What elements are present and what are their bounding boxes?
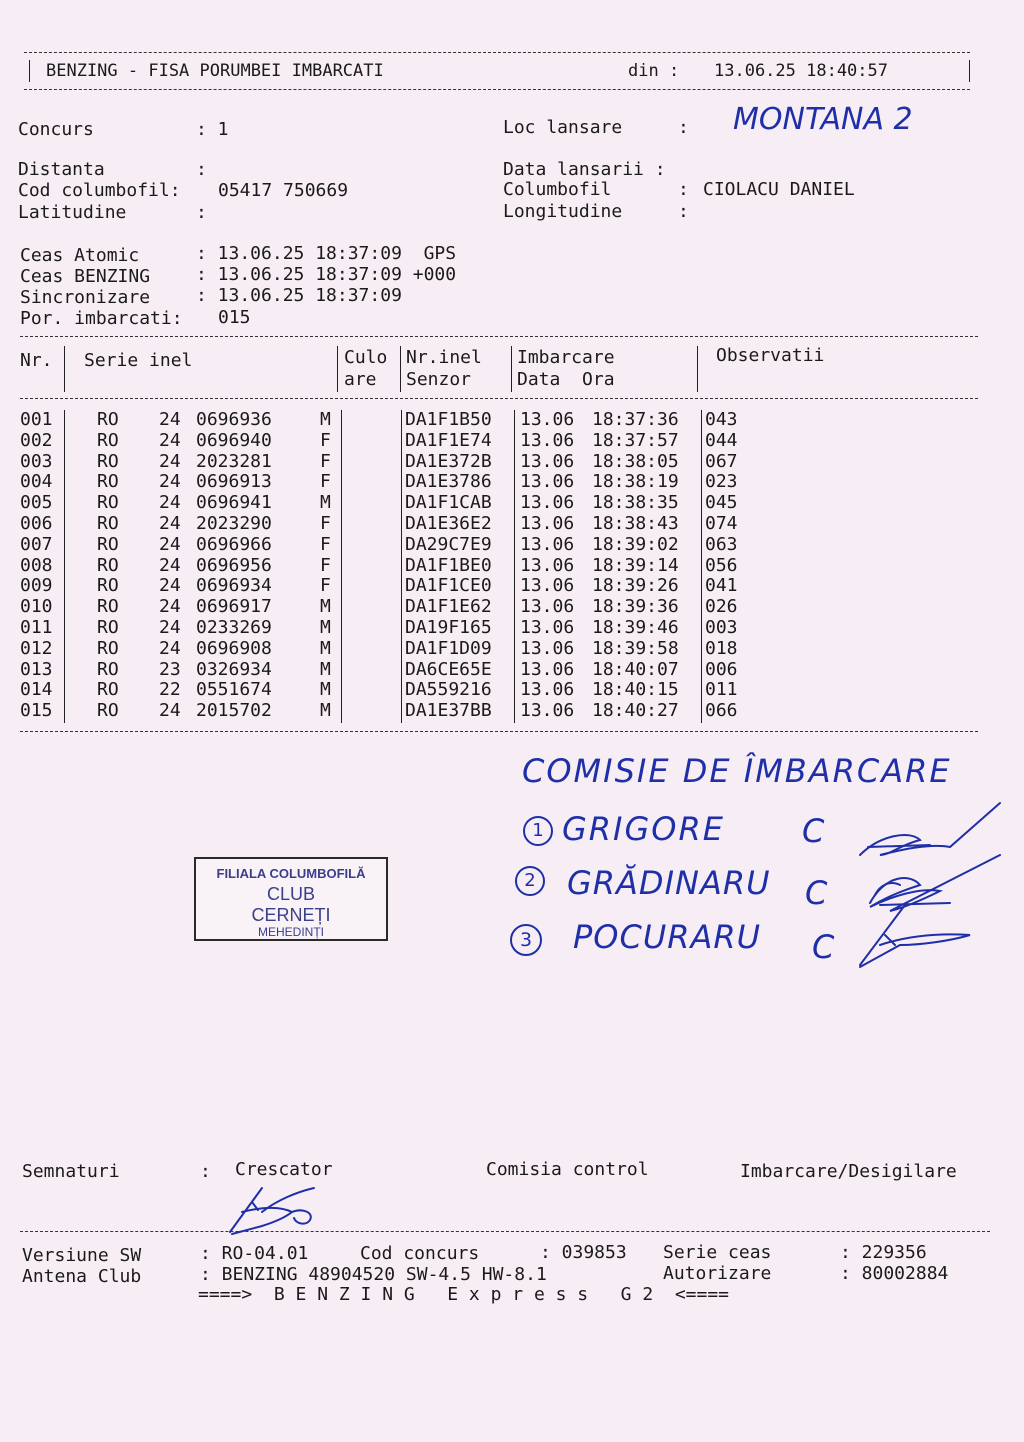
serie-ceas-value: : 229356 (840, 1242, 927, 1263)
cell-obs: 026 (705, 596, 738, 618)
cell-obs: 063 (705, 533, 738, 555)
cell-ora: 18:38:43 (592, 513, 679, 534)
cell-senzor: DA1F1BE0 (405, 554, 492, 576)
cell-inel: 0233269 (196, 617, 272, 638)
por-imbarcati-value: 015 (218, 307, 251, 328)
cell-inel: 0326934 (196, 658, 272, 680)
commission-title: COMISIE DE ÎMBARCARE (522, 752, 952, 790)
cell-nr: 010 (20, 596, 53, 618)
cell-data: 13.06 (520, 471, 575, 493)
commission-member-3-mark: C (812, 928, 835, 966)
cell-tara: RO (97, 637, 119, 659)
cell-tara: RO (97, 679, 119, 701)
antena-label: Antena Club (22, 1266, 142, 1287)
cell-data: 13.06 (520, 409, 575, 430)
pigeon-table (0, 410, 1000, 725)
distanta-sep: : (196, 159, 207, 180)
body-sep-senzor (401, 410, 402, 723)
por-imbarcati-label: Por. imbarcati: (20, 308, 183, 329)
cell-sex: M (320, 637, 331, 659)
cell-obs: 018 (705, 637, 738, 659)
cell-ora: 18:38:05 (592, 450, 679, 472)
cell-ora: 18:37:36 (592, 409, 679, 430)
cell-tara: RO (97, 409, 119, 430)
table-row (0, 493, 1000, 514)
cell-ora: 18:40:15 (592, 679, 679, 701)
cell-tara: RO (97, 429, 119, 451)
header-sep-observatii (697, 346, 698, 392)
cell-obs: 011 (705, 679, 738, 701)
cell-data: 13.06 (520, 513, 575, 534)
cell-senzor: DA1E37BB (405, 700, 492, 722)
ceas-benzing-label: Ceas BENZING (20, 266, 151, 287)
cell-sex: F (320, 471, 331, 493)
header-date-label: din : (628, 61, 680, 81)
cell-nr: 009 (20, 575, 53, 597)
columbofil-label: Columbofil (503, 179, 612, 200)
cell-sex: M (320, 492, 331, 514)
cell-senzor: DA19F165 (405, 617, 492, 638)
cell-nr: 003 (20, 450, 53, 472)
cell-nr: 006 (20, 513, 53, 534)
cell-nr: 004 (20, 471, 53, 493)
stamp-line-2: CLUB (266, 884, 315, 904)
cell-sex: F (320, 554, 331, 576)
commission-member-3-number: 3 (510, 924, 542, 956)
table-bottom-rule (20, 731, 978, 732)
longitudine-label: Longitudine (503, 201, 623, 222)
semnaturi-sep: : (200, 1161, 211, 1182)
table-row (0, 660, 1000, 681)
cell-sex: M (320, 596, 331, 618)
header-bottom-rule (24, 89, 970, 90)
serie-ceas-label: Serie ceas (663, 1242, 772, 1263)
cod-columbofil-value: 05417 750669 (218, 180, 349, 201)
table-top-rule (20, 336, 978, 337)
sincronizare-label: Sincronizare (20, 287, 151, 308)
cell-ora: 18:40:07 (592, 658, 679, 680)
ceas-atomic-label: Ceas Atomic (20, 245, 140, 266)
stamp-line-3: CERNEȚI (251, 905, 331, 925)
cell-senzor: DA1F1E74 (405, 429, 492, 451)
cell-obs: 023 (705, 471, 738, 493)
cell-senzor: DA29C7E9 (405, 533, 492, 555)
table-row (0, 639, 1000, 660)
cell-an: 24 (159, 429, 181, 451)
cell-tara: RO (97, 617, 119, 638)
cell-inel: 0696966 (196, 533, 272, 555)
longitudine-sep: : (678, 201, 689, 222)
cell-nr: 011 (20, 617, 53, 638)
cell-ora: 18:37:57 (592, 429, 679, 451)
footer-top-rule (20, 1231, 990, 1232)
table-row (0, 701, 1000, 722)
cell-an: 24 (159, 637, 181, 659)
cell-data: 13.06 (520, 700, 575, 722)
concurs-label: Concurs (18, 119, 94, 140)
col-header-nr: Nr. (20, 350, 53, 371)
columbofil-sep: : (678, 179, 689, 200)
cell-sex: M (320, 679, 331, 701)
cell-ora: 18:39:36 (592, 596, 679, 618)
cell-tara: RO (97, 533, 119, 555)
cell-inel: 0696908 (196, 637, 272, 659)
cell-an: 24 (159, 575, 181, 597)
cell-senzor: DA1E36E2 (405, 513, 492, 534)
cell-an: 23 (159, 658, 181, 680)
table-row (0, 431, 1000, 452)
cell-data: 13.06 (520, 658, 575, 680)
versiune-value: : RO-04.01 (200, 1243, 309, 1264)
cell-tara: RO (97, 492, 119, 514)
ceas-benzing-value: : 13.06.25 18:37:09 +000 (196, 264, 457, 285)
cell-tara: RO (97, 513, 119, 534)
cell-nr: 008 (20, 554, 53, 576)
table-row (0, 618, 1000, 639)
body-sep-culoare (341, 410, 342, 723)
cell-an: 24 (159, 617, 181, 638)
cell-senzor: DA1F1D09 (405, 637, 492, 659)
cell-ora: 18:39:46 (592, 617, 679, 638)
cell-an: 24 (159, 596, 181, 618)
body-sep-observatii (701, 410, 702, 723)
cell-data: 13.06 (520, 637, 575, 659)
loc-lansare-label: Loc lansare (503, 117, 623, 138)
commission-member-2-mark: C (805, 874, 828, 912)
header-sep-nr (64, 346, 65, 392)
col-header-imbarcare-2: Data Ora (517, 369, 615, 390)
cell-tara: RO (97, 575, 119, 597)
cell-senzor: DA6CE65E (405, 658, 492, 680)
cell-data: 13.06 (520, 533, 575, 555)
cell-an: 24 (159, 492, 181, 514)
cell-nr: 001 (20, 409, 53, 430)
cell-inel: 0696936 (196, 409, 272, 430)
cell-nr: 002 (20, 429, 53, 451)
latitudine-label: Latitudine (18, 202, 127, 223)
cell-ora: 18:38:19 (592, 471, 679, 493)
cell-sex: F (320, 450, 331, 472)
cell-ora: 18:38:35 (592, 492, 679, 514)
cell-sex: F (320, 513, 331, 534)
cell-obs: 056 (705, 554, 738, 576)
versiune-label: Versiune SW (22, 1245, 142, 1266)
header-top-rule (24, 52, 970, 53)
table-row (0, 472, 1000, 493)
cell-sex: M (320, 617, 331, 638)
cell-sex: F (320, 429, 331, 451)
columbofil-value: CIOLACU DANIEL (703, 179, 855, 200)
header-left-border (29, 60, 30, 82)
col-header-senzor-1: Nr.inel (406, 347, 482, 368)
header-sep-senzor (400, 346, 401, 392)
cell-inel: 2015702 (196, 700, 272, 722)
cell-obs: 074 (705, 513, 738, 534)
cell-tara: RO (97, 554, 119, 576)
commission-member-3-name: POCURARU (573, 918, 762, 956)
commission-signatures (850, 795, 1010, 975)
header-sep-imbarcare (511, 346, 512, 392)
ceas-atomic-value: : 13.06.25 18:37:09 GPS (196, 243, 457, 264)
col-header-observatii: Observatii (716, 345, 825, 366)
antena-value: : BENZING 48904520 SW-4.5 HW-8.1 (200, 1264, 547, 1285)
cell-data: 13.06 (520, 679, 575, 701)
cod-columbofil-label: Cod columbofil: (18, 180, 181, 201)
table-row (0, 576, 1000, 597)
cell-an: 24 (159, 533, 181, 555)
table-row (0, 597, 1000, 618)
cod-concurs-value: : 039853 (540, 1242, 627, 1263)
data-lansarii-label: Data lansarii : (503, 159, 666, 180)
cell-obs: 067 (705, 450, 738, 472)
cell-senzor: DA1F1CAB (405, 492, 492, 514)
stamp-line-4: MEHEDINȚI (258, 925, 324, 939)
cell-an: 24 (159, 409, 181, 430)
cell-sex: F (320, 575, 331, 597)
club-stamp (194, 857, 388, 941)
cell-data: 13.06 (520, 429, 575, 451)
cell-an: 24 (159, 513, 181, 534)
cell-an: 24 (159, 450, 181, 472)
cell-ora: 18:39:14 (592, 554, 679, 576)
table-row (0, 680, 1000, 701)
cell-inel: 0696917 (196, 596, 272, 618)
table-row (0, 514, 1000, 535)
cell-obs: 045 (705, 492, 738, 514)
concurs-value: : 1 (196, 119, 229, 140)
cell-nr: 007 (20, 533, 53, 555)
cell-sex: M (320, 409, 331, 430)
cell-nr: 013 (20, 658, 53, 680)
cod-concurs-label: Cod concurs (360, 1243, 480, 1264)
cell-tara: RO (97, 450, 119, 472)
cell-obs: 041 (705, 575, 738, 597)
header-title: BENZING - FISA PORUMBEI IMBARCATI (46, 61, 384, 81)
semnaturi-label: Semnaturi (22, 1161, 120, 1182)
cell-data: 13.06 (520, 596, 575, 618)
distanta-label: Distanta (18, 159, 105, 180)
cell-obs: 006 (705, 658, 738, 680)
cell-obs: 044 (705, 429, 738, 451)
autorizare-label: Autorizare (663, 1263, 772, 1284)
cell-sex: F (320, 533, 331, 555)
cell-obs: 003 (705, 617, 738, 638)
cell-sex: M (320, 658, 331, 680)
cell-ora: 18:39:26 (592, 575, 679, 597)
cell-inel: 0551674 (196, 679, 272, 701)
cell-senzor: DA1F1B50 (405, 409, 492, 430)
cell-inel: 0696941 (196, 492, 272, 514)
col-header-culoare-2: are (344, 369, 377, 390)
cell-inel: 0696940 (196, 429, 272, 451)
loc-lansare-sep: : (678, 117, 689, 138)
cell-an: 24 (159, 471, 181, 493)
body-sep-imbarcare (514, 410, 515, 723)
cell-nr: 005 (20, 492, 53, 514)
cell-data: 13.06 (520, 617, 575, 638)
autorizare-value: : 80002884 (840, 1263, 949, 1284)
table-header-rule (20, 398, 978, 399)
header-date-value: 13.06.25 18:40:57 (714, 61, 888, 81)
cell-data: 13.06 (520, 575, 575, 597)
cell-ora: 18:40:27 (592, 700, 679, 722)
commission-member-2-name: GRĂDINARU (567, 864, 771, 902)
commission-member-2-number: 2 (515, 866, 545, 896)
loc-lansare-handwritten: MONTANA 2 (733, 102, 913, 137)
cell-obs: 066 (705, 700, 738, 722)
cell-ora: 18:39:02 (592, 533, 679, 555)
cell-inel: 0696934 (196, 575, 272, 597)
table-row (0, 535, 1000, 556)
table-row (0, 410, 1000, 431)
cell-senzor: DA559216 (405, 679, 492, 701)
col-header-senzor-2: Senzor (406, 369, 472, 390)
crescator-signature (222, 1182, 332, 1238)
cell-data: 13.06 (520, 492, 575, 514)
cell-sex: M (320, 700, 331, 722)
cell-senzor: DA1F1CE0 (405, 575, 492, 597)
cell-data: 13.06 (520, 554, 575, 576)
cell-ora: 18:39:58 (592, 637, 679, 659)
commission-member-1-name: GRIGORE (562, 810, 725, 848)
brand-line: ====> B E N Z I N G E x p r e s s G 2 <==== (198, 1284, 730, 1305)
cell-senzor: DA1E372B (405, 450, 492, 472)
cell-an: 24 (159, 554, 181, 576)
cell-nr: 012 (20, 637, 53, 659)
col-header-culoare-1: Culo (344, 347, 388, 368)
header-right-border (969, 60, 970, 82)
cell-data: 13.06 (520, 450, 575, 472)
cell-inel: 2023281 (196, 450, 272, 472)
signature-3 (860, 905, 970, 967)
cell-tara: RO (97, 700, 119, 722)
cell-nr: 014 (20, 679, 53, 701)
cell-an: 24 (159, 700, 181, 722)
body-sep-nr (64, 410, 65, 723)
latitudine-sep: : (196, 202, 207, 223)
col-header-imbarcare-1: Imbarcare (517, 347, 615, 368)
cell-inel: 0696913 (196, 471, 272, 493)
cell-inel: 0696956 (196, 554, 272, 576)
col-header-serie: Serie inel (84, 350, 193, 371)
stamp-line-1: FILIALA COLUMBOFILĂ (216, 866, 366, 881)
cell-obs: 043 (705, 409, 738, 430)
cell-tara: RO (97, 658, 119, 680)
cell-an: 22 (159, 679, 181, 701)
cell-inel: 2023290 (196, 513, 272, 534)
cell-tara: RO (97, 596, 119, 618)
cell-nr: 015 (20, 700, 53, 722)
table-row (0, 452, 1000, 473)
semnaturi-crescator: Crescator (235, 1159, 333, 1180)
cell-tara: RO (97, 471, 119, 493)
commission-member-1-number: 1 (523, 816, 553, 846)
semnaturi-imbarcare: Imbarcare/Desigilare (740, 1161, 957, 1182)
commission-member-1-mark: C (802, 812, 825, 850)
header-sep-culoare (337, 346, 338, 392)
semnaturi-comisia: Comisia control (486, 1159, 649, 1180)
table-row (0, 556, 1000, 577)
cell-senzor: DA1E3786 (405, 471, 492, 493)
sincronizare-value: : 13.06.25 18:37:09 (196, 285, 402, 306)
cell-senzor: DA1F1E62 (405, 596, 492, 618)
